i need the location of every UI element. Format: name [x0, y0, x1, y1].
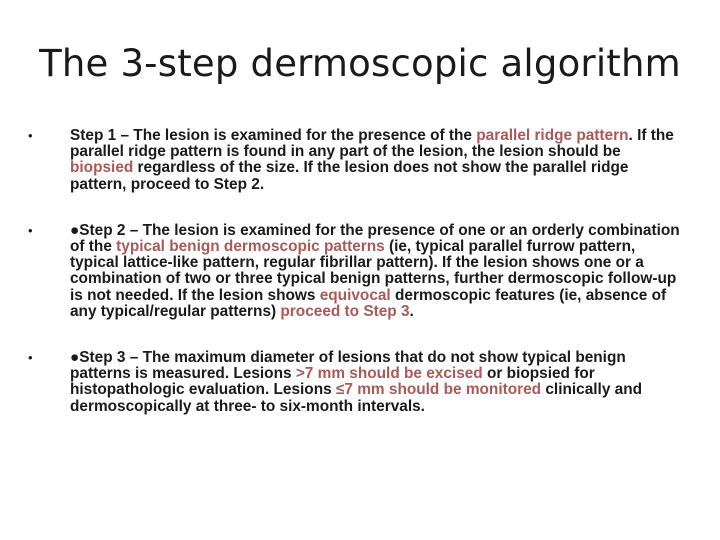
- step-segment: Step 1 – The lesion is examined for the presence of the: [70, 127, 477, 144]
- step-list: [28, 128, 688, 445]
- step-highlight: proceed to Step 3: [280, 302, 410, 320]
- step-highlight: >7 mm should be excised: [295, 365, 483, 383]
- step-item: [28, 128, 688, 193]
- step-highlight: parallel ridge pattern: [476, 127, 629, 144]
- step-highlight: typical benign dermoscopic patterns: [116, 238, 385, 256]
- step-segment: dermoscopic features (ie, absence of any typical/regular patterns): [70, 286, 667, 320]
- step-highlight: biopsied: [70, 159, 134, 177]
- bullet-icon: •: [28, 128, 33, 143]
- slide-title: The 3-step dermoscopic algorithm: [39, 42, 681, 85]
- step-highlight: equivocal: [319, 286, 391, 304]
- step-highlight: ≤7 mm should be monitored: [335, 381, 542, 399]
- step-item: [28, 223, 688, 320]
- step-segment: ●Step 3 – The maximum diameter of lesions that do not show typical benign patterns is measured. Lesions: [70, 349, 626, 383]
- bullet-icon: •: [28, 222, 33, 238]
- step-segment: clinically and dermoscopically at three- to six-month intervals.: [70, 381, 643, 415]
- step-text: [70, 127, 674, 193]
- step-segment: or biopsied for histopathologic evaluation. Lesions: [70, 365, 595, 399]
- step-text: [70, 349, 642, 415]
- step-item: [28, 350, 688, 415]
- step-segment: . If the parallel ridge pattern is found in any part of the lesion, the lesion should be: [70, 127, 674, 161]
- step-text: [70, 222, 680, 320]
- step-segment: (ie, typical parallel furrow pattern, typical lattice-like pattern, regular fibrillar pattern). If the lesion shows one or a combination of two or three typical benign patterns, further dermoscopic follow-up is not needed. If the lesion shows: [70, 238, 677, 304]
- bullet-icon: •: [28, 350, 33, 366]
- step-segment: .: [409, 302, 414, 320]
- step-segment: regardless of the size. If the lesion does not show the parallel ridge pattern, proceed to Step 2.: [70, 159, 629, 193]
- step-segment: ●Step 2 – The lesion is examined for the presence of one or an orderly combination of the: [70, 221, 680, 256]
